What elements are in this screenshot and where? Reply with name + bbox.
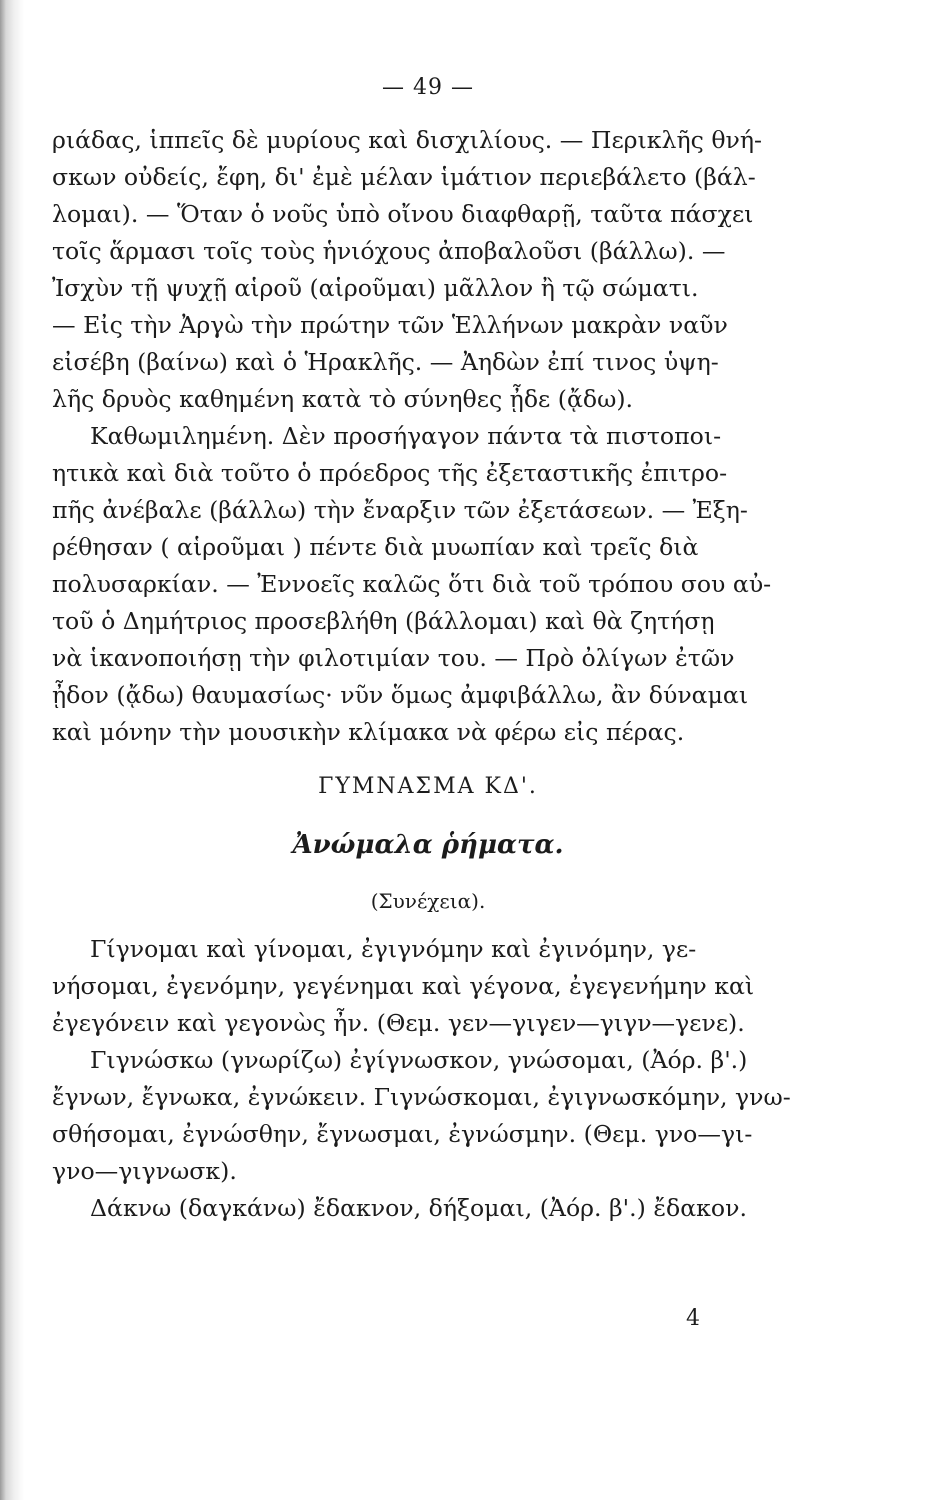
text-line: Δάκνω (δαγκάνω) ἔδακνον, δήξομαι, (Ἀόρ. β'.) ἔδακον. (90, 1194, 747, 1222)
text-line: ριάδας, ἱππεῖς δὲ μυρίους καὶ δισχιλίους. — Περικλῆς θνή- (52, 126, 763, 154)
text-line: ἐγεγόνειν καὶ γεγονὼς ἦν. (Θεμ. γεν—γιγεν—γιγν—γενε). (52, 1009, 745, 1037)
signature-mark: 4 (686, 1306, 700, 1331)
book-page (52, 70, 804, 1227)
text-line: ᾖδον (ᾄδω) θαυμασίως· νῦν ὅμως ἀμφιβάλλω, ἂν δύναμαι (52, 681, 749, 709)
text-line: Γίγνομαι καὶ γίνομαι, ἐγιγνόμην καὶ ἐγινόμην, γε- (90, 935, 697, 963)
text-line: Γιγνώσκω (γνωρίζω) ἐγίγνωσκον, γνώσομαι, (Ἀόρ. β'.) (90, 1046, 748, 1074)
paragraph-colloquial (52, 418, 804, 751)
text-line: λῆς δρυὸς καθημένη κατὰ τὸ σύνηθες ᾖδε (ᾄδω). (52, 385, 634, 413)
text-line: τοῖς ἅρμασι τοῖς τοὺς ἡνιόχους ἀποβαλοῦσι (βάλλω). — (52, 237, 726, 265)
text-line: σθήσομαι, ἐγνώσθην, ἔγνωσμαι, ἐγνώσμην. (Θεμ. γνο—γι- (52, 1120, 753, 1148)
exercise-heading: ΓΥΜΝΑΣΜΑ ΚΔ'. (318, 774, 538, 799)
text-line: ητικὰ καὶ διὰ τοῦτο ὁ πρόεδρος τῆς ἐξεταστικῆς ἐπιτρο- (52, 459, 728, 487)
page-number: — 49 — (382, 75, 474, 100)
continued-note: (Συνέχεια). (370, 889, 486, 913)
text-line: νὰ ἱκανοποιήσῃ τὴν φιλοτιμίαν του. — Πρὸ ὀλίγων ἐτῶν (52, 644, 735, 672)
scan-binding-edge (0, 0, 24, 1500)
text-line: καὶ μόνην τὴν μουσικὴν κλίμακα νὰ φέρω εἰς πέρας. (52, 718, 685, 746)
text-line: σκων οὐδείς, ἔφη, δι' ἐμὲ μέλαν ἱμάτιον περιεβάλετο (βάλ- (52, 163, 756, 191)
text-line: γνο—γιγνωσκ). (52, 1157, 237, 1185)
text-line: ἔγνων, ἔγνωκα, ἐγνώκειν. Γιγνώσκομαι, ἐγιγνωσκόμην, γνω- (52, 1083, 791, 1111)
text-line: νήσομαι, ἐγενόμην, γεγένημαι καὶ γέγονα, ἐγεγενήμην καὶ (52, 972, 755, 1000)
text-line: ρέθησαν ( αἱροῦμαι ) πέντε διὰ μυωπίαν καὶ τρεῖς διὰ (52, 533, 699, 561)
text-line: λομαι). — Ὅταν ὁ νοῦς ὑπὸ οἴνου διαφθαρῇ, ταῦτα πάσχει (52, 200, 754, 228)
text-line: Καθωμιλημένη. Δὲν προσήγαγον πάντα τὰ πιστοποι- (90, 422, 722, 450)
text-line: εἰσέβη (βαίνω) καὶ ὁ Ἡρακλῆς. — Ἀηδὼν ἐπί τινος ὑψη- (52, 348, 719, 376)
paragraph-irregular-verbs (52, 931, 804, 1227)
section-heading: Ἀνώμαλα ῥήματα. (292, 830, 564, 860)
text-line: πῆς ἀνέβαλε (βάλλω) τὴν ἔναρξιν τῶν ἐξετάσεων. — Ἐξη- (52, 496, 748, 524)
text-line: Ἰσχὺν τῇ ψυχῇ αἱροῦ (αἱροῦμαι) μᾶλλον ἢ τῷ σώματι. (52, 274, 699, 302)
text-line: πολυσαρκίαν. — Ἐννοεῖς καλῶς ὅτι διὰ τοῦ τρόπου σου αὐ- (52, 570, 772, 598)
paragraph-examples (52, 122, 804, 418)
text-line: — Εἰς τὴν Ἀργὼ τὴν πρώτην τῶν Ἑλλήνων μακρὰν ναῦν (52, 311, 728, 339)
text-line: τοῦ ὁ Δημήτριος προσεβλήθη (βάλλομαι) καὶ θὰ ζητήσῃ (52, 607, 715, 635)
